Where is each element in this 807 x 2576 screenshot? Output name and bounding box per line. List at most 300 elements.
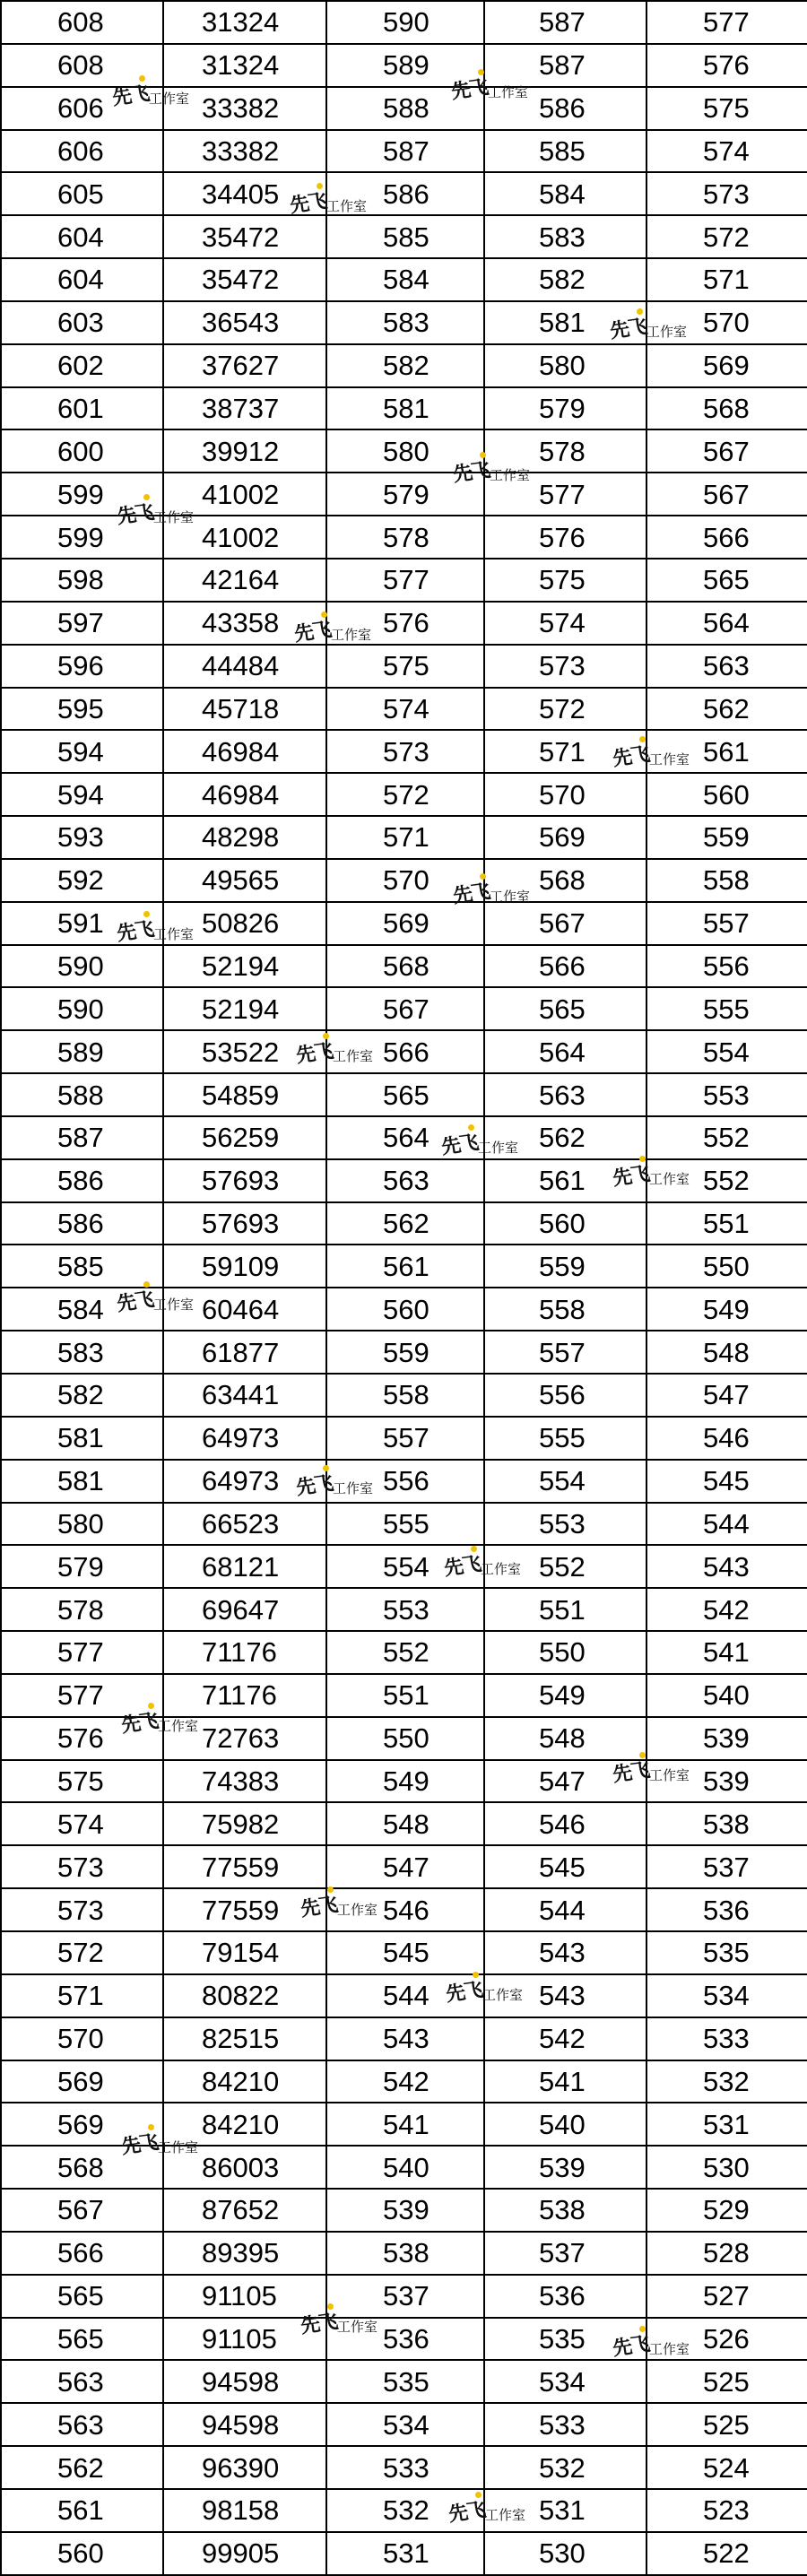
table-row <box>1 2489 807 2532</box>
table-cell: 548 <box>484 1717 646 1760</box>
table-cell: 573 <box>1 1888 163 1931</box>
table-cell: 574 <box>484 602 646 645</box>
table-row <box>1 2060 807 2103</box>
table-cell: 583 <box>326 301 484 344</box>
table-row <box>1 688 807 731</box>
watermark-big-text: 先飞 <box>439 1132 479 1159</box>
table-cell: 578 <box>484 429 646 473</box>
table-cell: 61877 <box>163 1331 326 1374</box>
table-cell: 533 <box>646 2017 807 2060</box>
watermark-big-text: 先飞 <box>288 190 327 218</box>
table-cell: 563 <box>326 1159 484 1202</box>
table-cell: 599 <box>1 473 163 516</box>
table-cell: 537 <box>484 2232 646 2275</box>
table-cell: 575 <box>326 645 484 688</box>
table-cell: 577 <box>646 1 807 44</box>
table-cell: 588 <box>1 1073 163 1116</box>
table-cell: 45718 <box>163 688 326 731</box>
table-cell: 570 <box>326 859 484 902</box>
table-cell: 538 <box>646 1802 807 1845</box>
table-cell: 605 <box>1 172 163 215</box>
table-row <box>1 773 807 816</box>
watermark-big-text: 先飞 <box>294 1040 334 1068</box>
table-cell: 581 <box>1 1417 163 1460</box>
table-row <box>1 1288 807 1331</box>
table-cell: 529 <box>646 2189 807 2232</box>
table-cell: 538 <box>326 2232 484 2275</box>
table-cell: 48298 <box>163 816 326 859</box>
watermark-big-text: 先飞 <box>119 1710 159 1738</box>
watermark-small-text: 工作室 <box>478 1140 519 1156</box>
table-cell: 540 <box>646 1674 807 1717</box>
table-row <box>1 1888 807 1931</box>
table-cell: 586 <box>1 1159 163 1202</box>
table-cell: 553 <box>484 1503 646 1546</box>
table-cell: 63441 <box>163 1374 326 1417</box>
table-row <box>1 2146 807 2189</box>
watermark-big-text: 先飞 <box>294 1472 334 1500</box>
table-cell: 573 <box>326 730 484 773</box>
table-cell: 593 <box>1 816 163 859</box>
table-cell: 545 <box>484 1845 646 1888</box>
table-cell: 568 <box>484 859 646 902</box>
table-cell: 77559 <box>163 1888 326 1931</box>
score-table-body <box>1 1 807 2575</box>
table-cell: 563 <box>646 645 807 688</box>
table-cell: 579 <box>326 473 484 516</box>
table-cell: 68121 <box>163 1545 326 1588</box>
table-cell: 584 <box>1 1288 163 1331</box>
watermark-big-text: 先飞 <box>119 2131 159 2159</box>
table-cell: 582 <box>326 344 484 387</box>
table-cell: 562 <box>1 2446 163 2489</box>
table-row <box>1 602 807 645</box>
table-cell: 573 <box>646 172 807 215</box>
table-cell: 52194 <box>163 945 326 988</box>
table-cell: 531 <box>484 2489 646 2532</box>
table-cell: 555 <box>326 1503 484 1546</box>
table-cell: 91105 <box>163 2318 326 2361</box>
table-cell: 552 <box>646 1159 807 1202</box>
table-cell: 56259 <box>163 1116 326 1159</box>
table-cell: 576 <box>646 44 807 87</box>
table-row <box>1 945 807 988</box>
table-cell: 560 <box>646 773 807 816</box>
table-cell: 534 <box>484 2360 646 2403</box>
watermark-big-text: 先飞 <box>611 743 650 771</box>
table-cell: 555 <box>484 1417 646 1460</box>
watermark-big-text: 先飞 <box>115 501 154 529</box>
table-cell: 578 <box>326 516 484 559</box>
table-cell: 69647 <box>163 1588 326 1631</box>
table-cell: 559 <box>326 1331 484 1374</box>
table-cell: 574 <box>646 130 807 173</box>
table-cell: 561 <box>646 730 807 773</box>
table-cell: 562 <box>646 688 807 731</box>
table-cell: 577 <box>1 1674 163 1717</box>
table-cell: 599 <box>1 516 163 559</box>
watermark-small-text: 工作室 <box>333 1048 374 1064</box>
table-row <box>1 1931 807 1974</box>
table-cell: 560 <box>326 1288 484 1331</box>
table-row <box>1 2360 807 2403</box>
table-cell: 543 <box>484 1974 646 2017</box>
watermark-big-text: 先飞 <box>115 1288 154 1316</box>
table-cell: 550 <box>326 1717 484 1760</box>
table-cell: 33382 <box>163 130 326 173</box>
table-row <box>1 559 807 602</box>
table-row <box>1 1845 807 1888</box>
table-cell: 563 <box>1 2360 163 2403</box>
table-cell: 536 <box>646 1888 807 1931</box>
table-row <box>1 2318 807 2361</box>
table-cell: 540 <box>326 2146 484 2189</box>
table-cell: 561 <box>484 1159 646 1202</box>
table-cell: 571 <box>1 1974 163 2017</box>
table-row <box>1 1717 807 1760</box>
table-cell: 87652 <box>163 2189 326 2232</box>
table-row <box>1 1417 807 1460</box>
table-cell: 603 <box>1 301 163 344</box>
table-row <box>1 429 807 473</box>
table-cell: 538 <box>484 2189 646 2232</box>
table-cell: 533 <box>484 2403 646 2446</box>
table-cell: 584 <box>326 258 484 301</box>
table-cell: 580 <box>484 344 646 387</box>
table-cell: 572 <box>326 773 484 816</box>
watermark-small-text: 工作室 <box>646 324 688 340</box>
watermark-small-text: 工作室 <box>333 1480 374 1496</box>
table-row <box>1 1545 807 1588</box>
table-cell: 582 <box>1 1374 163 1417</box>
watermark-small-text: 工作室 <box>490 467 531 483</box>
table-cell: 575 <box>484 559 646 602</box>
watermark-big-text: 先飞 <box>611 1163 650 1191</box>
table-cell: 577 <box>326 559 484 602</box>
table-cell: 564 <box>326 1116 484 1159</box>
table-cell: 557 <box>326 1417 484 1460</box>
watermark-small-text: 工作室 <box>481 1561 522 1577</box>
table-row <box>1 902 807 945</box>
table-row <box>1 87 807 130</box>
table-cell: 570 <box>1 2017 163 2060</box>
watermark-small-text: 工作室 <box>326 198 368 214</box>
table-cell: 569 <box>1 2060 163 2103</box>
table-cell: 577 <box>484 473 646 516</box>
table-cell: 35472 <box>163 215 326 258</box>
table-cell: 540 <box>484 2103 646 2146</box>
table-cell: 579 <box>1 1545 163 1588</box>
table-cell: 584 <box>484 172 646 215</box>
table-cell: 31324 <box>163 1 326 44</box>
table-cell: 574 <box>326 688 484 731</box>
table-row <box>1 987 807 1030</box>
table-row <box>1 1460 807 1503</box>
table-cell: 542 <box>646 1588 807 1631</box>
table-cell: 553 <box>646 1073 807 1116</box>
table-cell: 594 <box>1 730 163 773</box>
table-cell: 545 <box>646 1460 807 1503</box>
table-cell: 585 <box>484 130 646 173</box>
table-cell: 557 <box>484 1331 646 1374</box>
table-cell: 553 <box>326 1588 484 1631</box>
table-cell: 533 <box>326 2446 484 2489</box>
table-cell: 564 <box>646 602 807 645</box>
table-cell: 567 <box>646 429 807 473</box>
table-cell: 564 <box>484 1030 646 1073</box>
table-cell: 583 <box>1 1331 163 1374</box>
table-cell: 36543 <box>163 301 326 344</box>
watermark-big-text: 先飞 <box>115 918 154 946</box>
table-cell: 587 <box>484 1 646 44</box>
table-cell: 77559 <box>163 1845 326 1888</box>
table-cell: 532 <box>326 2489 484 2532</box>
table-cell: 576 <box>1 1717 163 1760</box>
table-cell: 43358 <box>163 602 326 645</box>
table-cell: 64973 <box>163 1460 326 1503</box>
table-cell: 541 <box>326 2103 484 2146</box>
table-cell: 41002 <box>163 473 326 516</box>
table-cell: 39912 <box>163 429 326 473</box>
table-cell: 531 <box>326 2532 484 2575</box>
table-row <box>1 1631 807 1674</box>
table-cell: 557 <box>646 902 807 945</box>
watermark-small-text: 工作室 <box>649 751 690 768</box>
watermark-big-text: 先飞 <box>110 82 150 110</box>
table-row <box>1 387 807 430</box>
table-cell: 75982 <box>163 1802 326 1845</box>
table-cell: 539 <box>646 1760 807 1803</box>
table-cell: 530 <box>646 2146 807 2189</box>
table-cell: 528 <box>646 2232 807 2275</box>
table-cell: 578 <box>1 1588 163 1631</box>
table-cell: 604 <box>1 258 163 301</box>
table-row <box>1 730 807 773</box>
table-cell: 551 <box>326 1674 484 1717</box>
table-cell: 37627 <box>163 344 326 387</box>
table-row <box>1 1503 807 1546</box>
table-cell: 601 <box>1 387 163 430</box>
table-cell: 522 <box>646 2532 807 2575</box>
table-row <box>1 215 807 258</box>
watermark-big-text: 先飞 <box>447 2499 486 2527</box>
table-row <box>1 1674 807 1717</box>
table-cell: 574 <box>1 1802 163 1845</box>
table-cell: 570 <box>646 301 807 344</box>
table-cell: 98158 <box>163 2489 326 2532</box>
table-cell: 558 <box>326 1374 484 1417</box>
watermark-big-text: 先飞 <box>451 459 490 487</box>
table-cell: 44484 <box>163 645 326 688</box>
table-cell: 545 <box>326 1931 484 1974</box>
table-cell: 550 <box>484 1631 646 1674</box>
watermark-big-text: 先飞 <box>611 1759 650 1787</box>
table-cell: 556 <box>484 1374 646 1417</box>
table-row <box>1 859 807 902</box>
table-cell: 59109 <box>163 1245 326 1288</box>
table-cell: 544 <box>484 1888 646 1931</box>
table-cell: 31324 <box>163 44 326 87</box>
watermark-big-text: 先飞 <box>442 1553 482 1581</box>
table-cell: 585 <box>326 215 484 258</box>
table-cell: 581 <box>326 387 484 430</box>
table-cell: 84210 <box>163 2060 326 2103</box>
table-cell: 598 <box>1 559 163 602</box>
table-cell: 585 <box>1 1245 163 1288</box>
table-cell: 548 <box>646 1331 807 1374</box>
table-cell: 597 <box>1 602 163 645</box>
table-row <box>1 2275 807 2318</box>
table-cell: 34405 <box>163 172 326 215</box>
table-cell: 571 <box>326 816 484 859</box>
table-cell: 541 <box>484 2060 646 2103</box>
table-cell: 600 <box>1 429 163 473</box>
table-cell: 566 <box>326 1030 484 1073</box>
table-cell: 60464 <box>163 1288 326 1331</box>
table-cell: 96390 <box>163 2446 326 2489</box>
table-row <box>1 2103 807 2146</box>
table-row <box>1 1159 807 1202</box>
table-cell: 571 <box>484 730 646 773</box>
table-cell: 542 <box>484 2017 646 2060</box>
watermark-big-text: 先飞 <box>451 880 490 908</box>
table-cell: 583 <box>484 215 646 258</box>
table-cell: 572 <box>646 215 807 258</box>
table-cell: 559 <box>646 816 807 859</box>
table-cell: 91105 <box>163 2275 326 2318</box>
table-cell: 602 <box>1 344 163 387</box>
table-row <box>1 1331 807 1374</box>
table-cell: 79154 <box>163 1931 326 1974</box>
table-cell: 563 <box>484 1073 646 1116</box>
table-row <box>1 1245 807 1288</box>
table-cell: 547 <box>326 1845 484 1888</box>
table-row <box>1 2189 807 2232</box>
table-cell: 558 <box>484 1288 646 1331</box>
table-cell: 64973 <box>163 1417 326 1460</box>
watermark-small-text: 工作室 <box>337 2319 378 2335</box>
watermark-big-text: 先飞 <box>299 1894 338 1921</box>
table-cell: 594 <box>1 773 163 816</box>
table-cell: 539 <box>646 1717 807 1760</box>
table-cell: 579 <box>484 387 646 430</box>
table-row <box>1 1202 807 1245</box>
table-cell: 546 <box>646 1417 807 1460</box>
table-row <box>1 1 807 44</box>
table-cell: 544 <box>326 1974 484 2017</box>
watermark-big-text: 先飞 <box>611 2333 650 2361</box>
table-cell: 575 <box>1 1760 163 1803</box>
table-cell: 586 <box>1 1202 163 1245</box>
watermark-small-text: 工作室 <box>337 1902 378 1918</box>
table-cell: 549 <box>646 1288 807 1331</box>
table-cell: 546 <box>326 1888 484 1931</box>
table-cell: 541 <box>646 1631 807 1674</box>
table-cell: 552 <box>484 1545 646 1588</box>
table-cell: 72763 <box>163 1717 326 1760</box>
table-row <box>1 645 807 688</box>
table-row <box>1 1030 807 1073</box>
table-cell: 526 <box>646 2318 807 2361</box>
table-row <box>1 816 807 859</box>
table-cell: 531 <box>646 2103 807 2146</box>
table-cell: 573 <box>484 645 646 688</box>
table-cell: 590 <box>326 1 484 44</box>
table-cell: 566 <box>646 516 807 559</box>
table-cell: 94598 <box>163 2360 326 2403</box>
watermark-big-text: 先飞 <box>299 2311 338 2338</box>
table-cell: 560 <box>484 1202 646 1245</box>
table-cell: 41002 <box>163 516 326 559</box>
watermark-big-text: 先飞 <box>292 619 332 646</box>
table-row <box>1 344 807 387</box>
table-cell: 536 <box>484 2275 646 2318</box>
table-cell: 567 <box>484 902 646 945</box>
table-cell: 555 <box>646 987 807 1030</box>
table-cell: 530 <box>484 2532 646 2575</box>
watermark-small-text: 工作室 <box>488 84 529 100</box>
table-cell: 525 <box>646 2360 807 2403</box>
table-cell: 534 <box>646 1974 807 2017</box>
table-cell: 82515 <box>163 2017 326 2060</box>
table-cell: 567 <box>326 987 484 1030</box>
table-cell: 49565 <box>163 859 326 902</box>
table-cell: 542 <box>326 2060 484 2103</box>
table-cell: 54859 <box>163 1073 326 1116</box>
table-cell: 589 <box>1 1030 163 1073</box>
table-cell: 567 <box>1 2189 163 2232</box>
table-cell: 66523 <box>163 1503 326 1546</box>
table-cell: 554 <box>326 1545 484 1588</box>
table-row <box>1 1588 807 1631</box>
table-cell: 57693 <box>163 1159 326 1202</box>
table-row <box>1 1760 807 1803</box>
table-row <box>1 1073 807 1116</box>
table-cell: 539 <box>484 2146 646 2189</box>
table-cell: 569 <box>646 344 807 387</box>
table-cell: 588 <box>326 87 484 130</box>
table-cell: 532 <box>484 2446 646 2489</box>
watermark-small-text: 工作室 <box>649 1171 690 1187</box>
table-cell: 537 <box>326 2275 484 2318</box>
table-cell: 568 <box>646 387 807 430</box>
table-cell: 587 <box>484 44 646 87</box>
table-cell: 573 <box>1 1845 163 1888</box>
table-cell: 562 <box>326 1202 484 1245</box>
table-cell: 543 <box>484 1931 646 1974</box>
table-cell: 550 <box>646 1245 807 1288</box>
table-cell: 587 <box>1 1116 163 1159</box>
watermark-small-text: 工作室 <box>649 2341 690 2357</box>
table-cell: 572 <box>1 1931 163 1974</box>
table-cell: 548 <box>326 1802 484 1845</box>
table-cell: 565 <box>646 559 807 602</box>
table-row <box>1 44 807 87</box>
table-cell: 86003 <box>163 2146 326 2189</box>
table-cell: 535 <box>326 2360 484 2403</box>
table-row <box>1 172 807 215</box>
table-cell: 587 <box>326 130 484 173</box>
table-cell: 591 <box>1 902 163 945</box>
table-cell: 523 <box>646 2489 807 2532</box>
watermark-big-text: 先飞 <box>449 76 489 104</box>
table-cell: 524 <box>646 2446 807 2489</box>
table-cell: 568 <box>326 945 484 988</box>
table-row <box>1 130 807 173</box>
table-cell: 560 <box>1 2532 163 2575</box>
table-row <box>1 2532 807 2575</box>
table-cell: 35472 <box>163 258 326 301</box>
